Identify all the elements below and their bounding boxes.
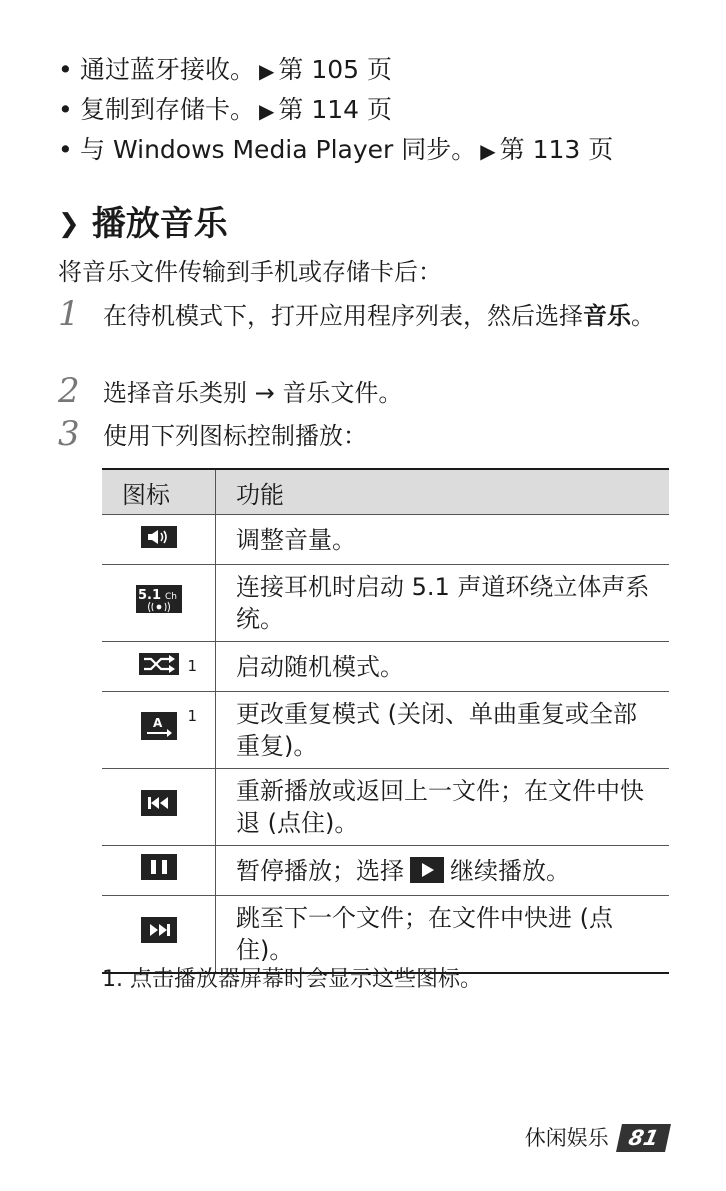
table-row: 调整音量。 <box>102 515 669 565</box>
repeat-mode-icon <box>141 712 177 740</box>
table-row: 暂停播放；选择 继续播放。 <box>102 846 669 896</box>
table-row: 重新播放或返回上一文件；在文件中快退 (点住)。 <box>102 769 669 846</box>
reference-item: • 复制到存储卡。 ▶ 第 114 页 <box>58 95 393 124</box>
table-row: 5.1 Ch 连接耳机时启动 5.1 声道环绕立体声系统。 <box>102 565 669 642</box>
header-icon: 图标 <box>102 469 216 515</box>
previous-icon <box>141 790 177 816</box>
pause-icon <box>141 854 177 880</box>
shuffle-icon <box>139 653 179 675</box>
surround-5-1-icon <box>136 585 182 613</box>
reference-item: • 通过蓝牙接收。 ▶ 第 105 页 <box>58 55 393 84</box>
section-title: 播放音乐 <box>91 204 228 244</box>
next-icon <box>141 917 177 943</box>
svg-text:5.1: 5.1 <box>137 588 161 603</box>
table-row: A 1 更改重复模式 (关闭、单曲重复或全部重复)。 <box>102 692 669 769</box>
arrow-right-icon: ▶ <box>480 139 496 163</box>
table-row: 1 启动随机模式。 <box>102 642 669 692</box>
section-heading <box>58 196 228 245</box>
arrow-right-icon: ▶ <box>259 59 275 83</box>
header-function: 功能 <box>216 469 670 515</box>
svg-text:Ch: Ch <box>164 592 177 602</box>
page-number: 81 <box>616 1124 671 1152</box>
reference-item: • 与 Windows Media Player 同步。 ▶ 第 113 页 <box>58 135 614 164</box>
intro-text: 将音乐文件传输到手机或存储卡后： <box>58 258 442 286</box>
table-row: 跳至下一个文件；在文件中快进 (点住)。 <box>102 896 669 974</box>
footnote: 1. 点击播放器屏幕时会显示这些图标。 <box>102 967 482 992</box>
chevron-right-icon: ❯ <box>58 209 80 239</box>
volume-icon <box>141 526 177 548</box>
arrow-right-icon: ▶ <box>259 99 275 123</box>
table-header <box>102 469 669 515</box>
chapter-label: 休闲娱乐 <box>524 1126 609 1150</box>
svg-text:A: A <box>152 716 162 730</box>
reference-list <box>58 50 613 170</box>
play-icon <box>410 857 444 883</box>
icon-function-table <box>102 468 669 974</box>
page-footer <box>525 1122 668 1152</box>
